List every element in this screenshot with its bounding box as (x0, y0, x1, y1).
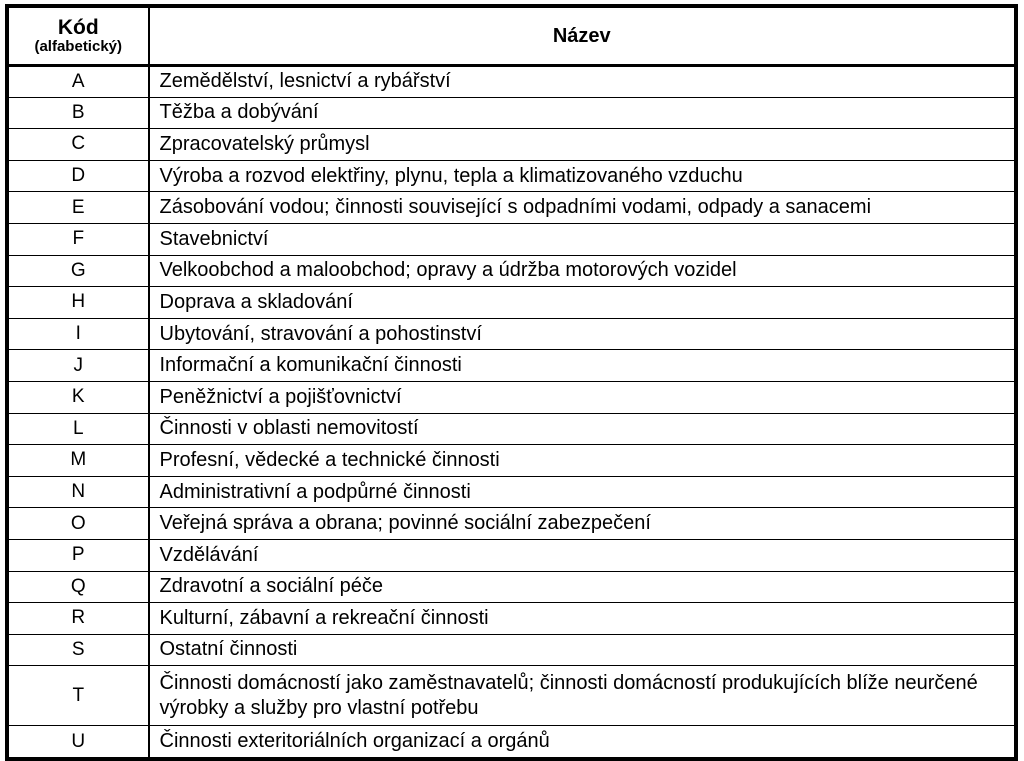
table-row (9, 603, 1015, 635)
table-row (9, 666, 1015, 726)
table-row (9, 223, 1015, 255)
name-cell: Kulturní, zábavní a rekreační činnosti (149, 603, 1015, 635)
table-row (9, 255, 1015, 287)
name-cell: Činnosti domácností jako zaměstnavatelů; činnosti domácností produkujících blíže neurčené výrobky a služby pro vlastní potřebu (149, 666, 1015, 726)
code-cell: Q (9, 571, 149, 603)
table-row (9, 413, 1015, 445)
classification-table (8, 7, 1015, 758)
table-row (9, 287, 1015, 319)
table-header (9, 8, 1015, 66)
code-cell: R (9, 603, 149, 635)
name-cell: Peněžnictví a pojišťovnictví (149, 381, 1015, 413)
code-cell: E (9, 192, 149, 224)
table-row (9, 129, 1015, 161)
code-cell: J (9, 350, 149, 382)
name-cell: Těžba a dobývání (149, 97, 1015, 129)
name-cell: Činnosti exteritoriálních organizací a orgánů (149, 726, 1015, 758)
code-cell: U (9, 726, 149, 758)
table-row (9, 445, 1015, 477)
classification-table-frame (5, 4, 1018, 761)
name-cell: Stavebnictví (149, 223, 1015, 255)
header-row (9, 8, 1015, 66)
name-cell: Doprava a skladování (149, 287, 1015, 319)
code-cell: C (9, 129, 149, 161)
code-cell: T (9, 666, 149, 726)
name-cell: Ubytování, stravování a pohostinství (149, 318, 1015, 350)
name-column-header: Název (149, 8, 1015, 66)
name-cell: Vzdělávání (149, 539, 1015, 571)
code-cell: S (9, 634, 149, 666)
code-cell: A (9, 66, 149, 98)
code-cell: B (9, 97, 149, 129)
table-row (9, 476, 1015, 508)
name-cell: Veřejná správa a obrana; povinné sociální zabezpečení (149, 508, 1015, 540)
code-cell: K (9, 381, 149, 413)
table-row (9, 97, 1015, 129)
code-cell: O (9, 508, 149, 540)
table-row (9, 350, 1015, 382)
code-column-header (9, 8, 149, 66)
name-cell: Zpracovatelský průmysl (149, 129, 1015, 161)
code-header-title: Kód (57, 16, 99, 40)
table-row (9, 508, 1015, 540)
table-row (9, 539, 1015, 571)
code-cell: D (9, 160, 149, 192)
name-cell: Ostatní činnosti (149, 634, 1015, 666)
name-cell: Velkoobchod a maloobchod; opravy a údržba motorových vozidel (149, 255, 1015, 287)
code-cell: F (9, 223, 149, 255)
table-row (9, 571, 1015, 603)
code-cell: M (9, 445, 149, 477)
name-cell: Administrativní a podpůrné činnosti (149, 476, 1015, 508)
table-row (9, 318, 1015, 350)
table-row (9, 381, 1015, 413)
name-cell: Informační a komunikační činnosti (149, 350, 1015, 382)
table-row (9, 726, 1015, 758)
code-cell: N (9, 476, 149, 508)
code-cell: P (9, 539, 149, 571)
table-row (9, 192, 1015, 224)
table-row (9, 160, 1015, 192)
name-cell: Výroba a rozvod elektřiny, plynu, tepla a klimatizovaného vzduchu (149, 160, 1015, 192)
name-cell: Profesní, vědecké a technické činnosti (149, 445, 1015, 477)
table-body (9, 66, 1015, 758)
name-cell: Činnosti v oblasti nemovitostí (149, 413, 1015, 445)
code-cell: G (9, 255, 149, 287)
code-cell: I (9, 318, 149, 350)
table-row (9, 66, 1015, 98)
name-cell: Zásobování vodou; činnosti související s odpadními vodami, odpady a sanacemi (149, 192, 1015, 224)
name-cell: Zdravotní a sociální péče (149, 571, 1015, 603)
table-row (9, 634, 1015, 666)
code-cell: L (9, 413, 149, 445)
name-cell: Zemědělství, lesnictví a rybářství (149, 66, 1015, 98)
code-cell: H (9, 287, 149, 319)
code-header-subtitle: (alfabetický) (34, 38, 123, 56)
